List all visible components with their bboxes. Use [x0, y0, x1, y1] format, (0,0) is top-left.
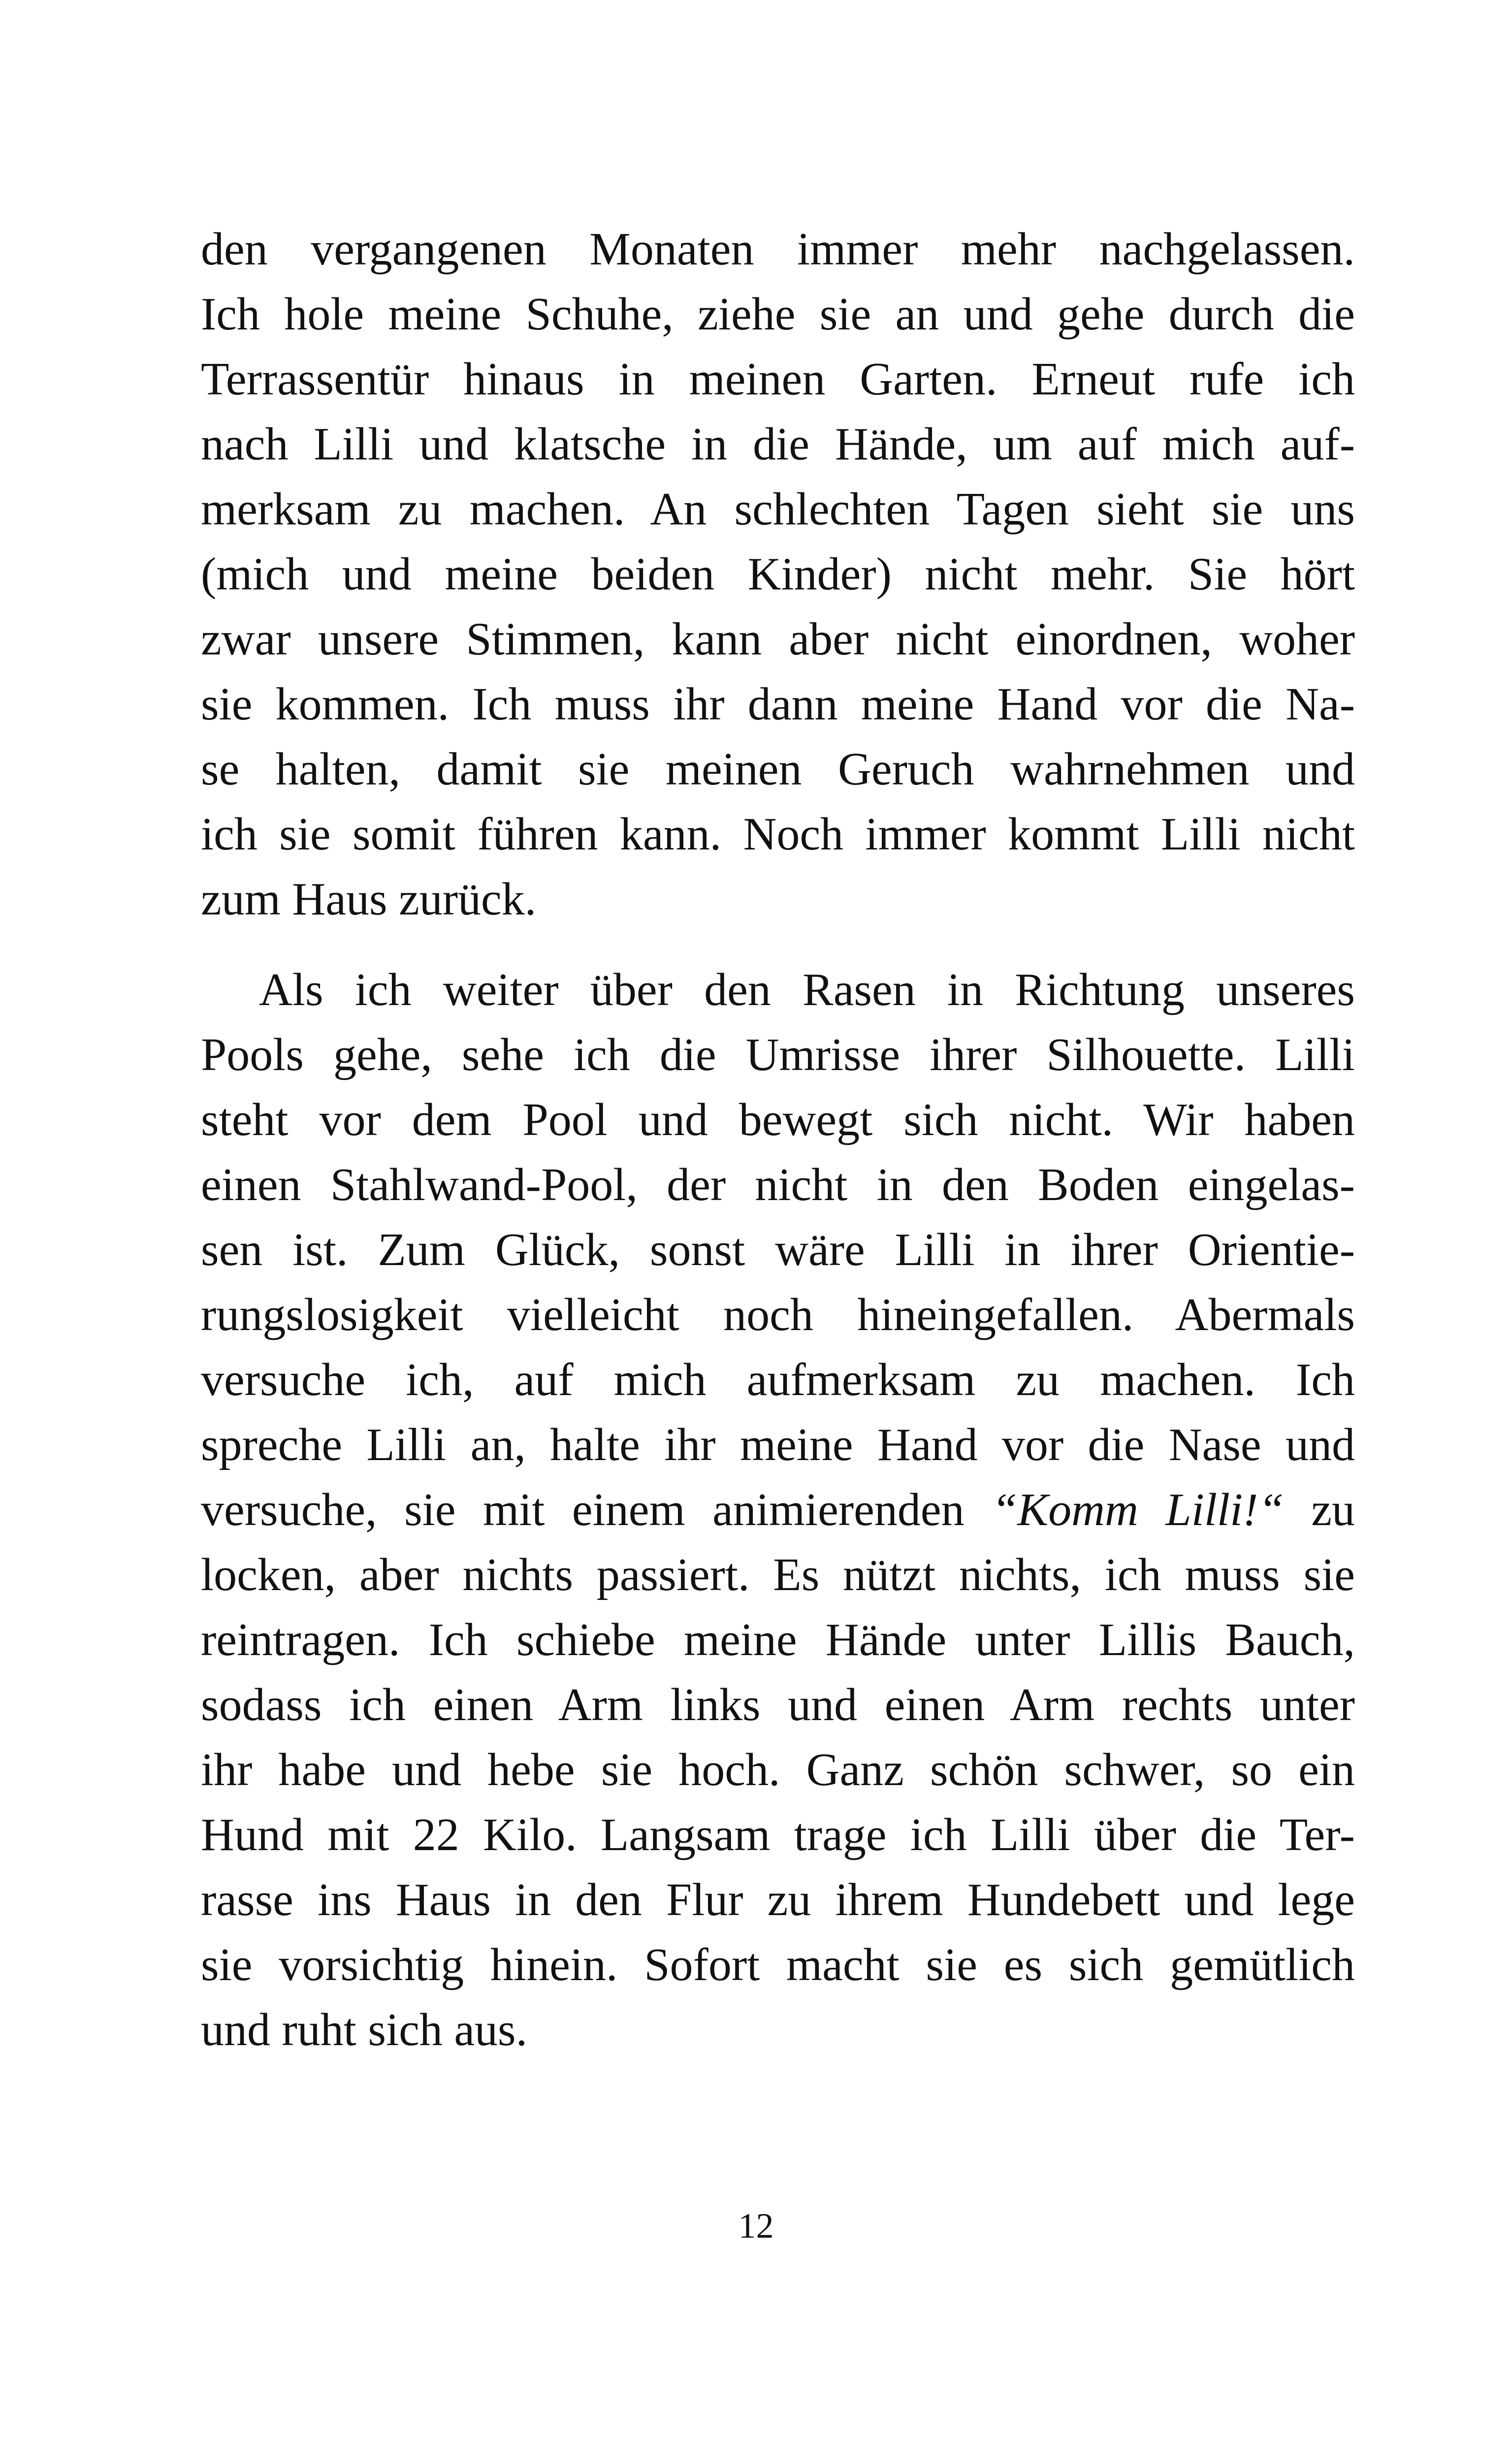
- text-line: (mich und meine beiden Kinder) nicht mehr. Sie hört: [201, 549, 1355, 600]
- text-line: Pools gehe, sehe ich die Umrisse ihrer Silhouette. Lilli: [201, 1029, 1355, 1080]
- text-line: und ruht sich aus.: [201, 2004, 528, 2055]
- text-line: sodass ich einen Arm links und einen Arm rechts unter: [201, 1679, 1355, 1730]
- text-line-with-quote: [201, 1477, 1355, 1542]
- text-line: versuche ich, auf mich aufmerksam zu machen. Ich: [201, 1354, 1355, 1405]
- text-line: ich sie somit führen kann. Noch immer kommt Lilli nicht: [201, 809, 1355, 860]
- text-line: den vergangenen Monaten immer mehr nachgelassen.: [201, 224, 1355, 275]
- text-line: einen Stahlwand-Pool, der nicht in den Boden eingelas-: [201, 1159, 1355, 1210]
- text-line: sie kommen. Ich muss ihr dann meine Hand vor die Na-: [201, 679, 1355, 730]
- text-line: se halten, damit sie meinen Geruch wahrnehmen und: [201, 744, 1355, 795]
- text-line: reintragen. Ich schiebe meine Hände unter Lillis Bauch,: [201, 1614, 1355, 1665]
- text-fragment: zu: [1311, 1484, 1355, 1535]
- text-line: locken, aber nichts passiert. Es nützt nichts, ich muss sie: [201, 1549, 1355, 1600]
- text-line: sen ist. Zum Glück, sonst wäre Lilli in ihrer Orientie-: [201, 1224, 1355, 1275]
- text-line: merksam zu machen. An schlechten Tagen sieht sie uns: [201, 484, 1355, 535]
- text-line: ihr habe und hebe sie hoch. Ganz schön schwer, so ein: [201, 1744, 1355, 1795]
- body-text: [201, 217, 1355, 2062]
- text-line: Terrassentür hinaus in meinen Garten. Erneut rufe ich: [201, 354, 1355, 405]
- text-line: zum Haus zurück.: [201, 874, 537, 925]
- page-number: 12: [738, 2206, 774, 2246]
- paragraph-1: [201, 217, 1355, 932]
- text-line: zwar unsere Stimmen, kann aber nicht einordnen, woher: [201, 614, 1355, 665]
- paragraph-2: [201, 957, 1355, 2062]
- text-line: Als ich weiter über den Rasen in Richtung unseres: [259, 964, 1355, 1015]
- text-line: sie vorsichtig hinein. Sofort macht sie es sich gemütlich: [201, 1939, 1355, 1990]
- text-fragment: versuche, sie mit einem animierenden: [201, 1484, 965, 1535]
- text-line: steht vor dem Pool und bewegt sich nicht. Wir haben: [201, 1094, 1355, 1145]
- quoted-speech: “Komm Lilli!“: [992, 1484, 1284, 1535]
- paragraph-gap: [201, 932, 1355, 957]
- text-line: Ich hole meine Schuhe, ziehe sie an und gehe durch die: [201, 289, 1355, 340]
- text-line: nach Lilli und klatsche in die Hände, um auf mich auf-: [201, 419, 1355, 470]
- text-line: rasse ins Haus in den Flur zu ihrem Hundebett und lege: [201, 1874, 1355, 1925]
- text-line: rungslosigkeit vielleicht noch hineingefallen. Abermals: [201, 1289, 1355, 1340]
- text-line: spreche Lilli an, halte ihr meine Hand vor die Nase und: [201, 1419, 1355, 1470]
- text-line: Hund mit 22 Kilo. Langsam trage ich Lilli über die Ter-: [201, 1809, 1355, 1860]
